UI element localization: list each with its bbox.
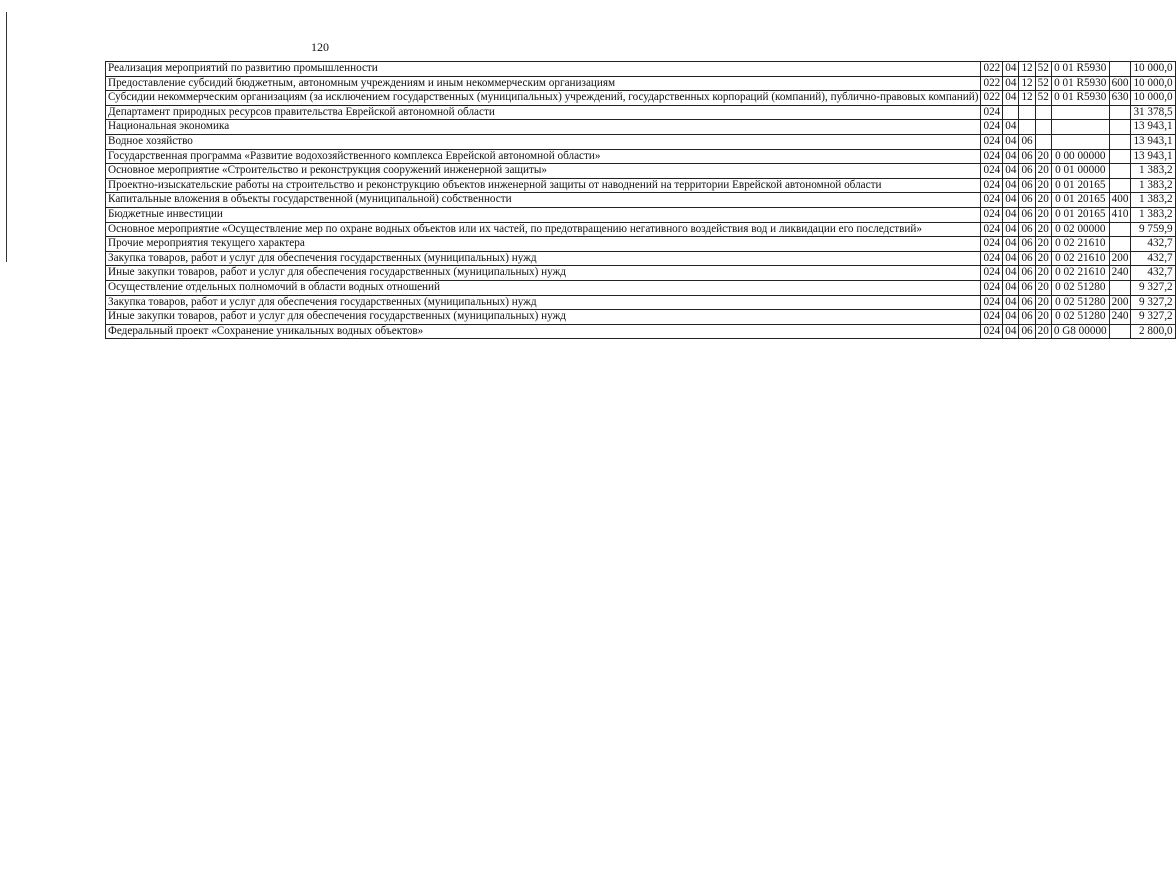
row-section-code: 04	[1003, 295, 1019, 310]
row-program-code: 20	[1035, 280, 1051, 295]
table-row	[106, 193, 1176, 208]
row-ministry-code: 024	[981, 193, 1003, 208]
row-ministry-code: 022	[981, 62, 1003, 77]
table-row	[106, 266, 1176, 281]
row-program-code: 20	[1035, 164, 1051, 179]
row-section-code: 04	[1003, 266, 1019, 281]
row-subsection-code: 06	[1019, 310, 1035, 325]
row-expense-type: 240	[1109, 266, 1131, 281]
table-row	[106, 310, 1176, 325]
row-expense-type	[1109, 222, 1131, 237]
row-amount: 2 800,0	[1131, 324, 1175, 339]
row-ministry-code: 024	[981, 164, 1003, 179]
row-ministry-code: 024	[981, 222, 1003, 237]
row-expense-type: 630	[1109, 91, 1131, 106]
row-target-article	[1051, 134, 1109, 149]
row-program-code	[1035, 105, 1051, 120]
row-amount: 9 327,2	[1131, 280, 1175, 295]
row-amount: 13 943,1	[1131, 120, 1175, 135]
row-program-code: 20	[1035, 178, 1051, 193]
table-row	[106, 237, 1176, 252]
row-subsection-code: 06	[1019, 266, 1035, 281]
row-expense-type: 200	[1109, 251, 1131, 266]
row-amount: 1 383,2	[1131, 164, 1175, 179]
table-row	[106, 295, 1176, 310]
row-subsection-code: 06	[1019, 222, 1035, 237]
row-program-code: 20	[1035, 207, 1051, 222]
row-expense-type: 600	[1109, 76, 1131, 91]
row-name: Закупка товаров, работ и услуг для обеспечения государственных (муниципальных) нужд	[106, 295, 981, 310]
table-row	[106, 251, 1176, 266]
row-section-code: 04	[1003, 62, 1019, 77]
row-amount: 31 378,5	[1131, 105, 1175, 120]
table-row	[106, 149, 1176, 164]
page-number: 120	[311, 40, 329, 54]
row-section-code: 04	[1003, 76, 1019, 91]
table-row	[106, 207, 1176, 222]
row-section-code: 04	[1003, 324, 1019, 339]
row-amount: 1 383,2	[1131, 193, 1175, 208]
row-ministry-code: 024	[981, 105, 1003, 120]
row-name: Бюджетные инвестиции	[106, 207, 981, 222]
table-row	[106, 62, 1176, 77]
table-row	[106, 134, 1176, 149]
row-target-article: 0 02 21610	[1051, 237, 1109, 252]
row-target-article	[1051, 105, 1109, 120]
row-subsection-code: 12	[1019, 62, 1035, 77]
row-amount: 432,7	[1131, 266, 1175, 281]
row-program-code: 20	[1035, 237, 1051, 252]
row-name: Водное хозяйство	[106, 134, 981, 149]
row-target-article: 0 G8 00000	[1051, 324, 1109, 339]
row-ministry-code: 024	[981, 324, 1003, 339]
row-expense-type: 200	[1109, 295, 1131, 310]
row-target-article: 0 01 R5930	[1051, 76, 1109, 91]
row-subsection-code: 06	[1019, 251, 1035, 266]
row-amount: 10 000,0	[1131, 62, 1175, 77]
row-ministry-code: 024	[981, 295, 1003, 310]
row-amount: 9 759,9	[1131, 222, 1175, 237]
budget-table	[105, 61, 1176, 339]
row-target-article	[1051, 120, 1109, 135]
row-amount: 9 327,2	[1131, 295, 1175, 310]
row-target-article: 0 01 R5930	[1051, 62, 1109, 77]
row-amount: 9 327,2	[1131, 310, 1175, 325]
row-name: Департамент природных ресурсов правительства Еврейской автономной области	[106, 105, 981, 120]
row-section-code: 04	[1003, 178, 1019, 193]
row-amount: 13 943,1	[1131, 149, 1175, 164]
table-row	[106, 178, 1176, 193]
row-ministry-code: 024	[981, 280, 1003, 295]
row-section-code: 04	[1003, 280, 1019, 295]
row-program-code: 20	[1035, 149, 1051, 164]
row-target-article: 0 02 00000	[1051, 222, 1109, 237]
row-section-code: 04	[1003, 237, 1019, 252]
row-program-code: 20	[1035, 222, 1051, 237]
row-name: Государственная программа «Развитие водохозяйственного комплекса Еврейской автономной области»	[106, 149, 981, 164]
row-amount: 1 383,2	[1131, 207, 1175, 222]
row-target-article: 0 02 21610	[1051, 251, 1109, 266]
row-name: Субсидии некоммерческим организациям (за исключением государственных (муниципальных) учреждений, государственных корпораций (компаний), публично-правовых компаний)	[106, 91, 981, 106]
row-section-code: 04	[1003, 193, 1019, 208]
row-expense-type: 240	[1109, 310, 1131, 325]
row-ministry-code: 022	[981, 91, 1003, 106]
row-section-code: 04	[1003, 149, 1019, 164]
row-program-code	[1035, 120, 1051, 135]
table-row	[106, 222, 1176, 237]
row-target-article: 0 00 00000	[1051, 149, 1109, 164]
row-subsection-code: 06	[1019, 164, 1035, 179]
row-ministry-code: 024	[981, 120, 1003, 135]
row-subsection-code: 06	[1019, 237, 1035, 252]
table-row	[106, 120, 1176, 135]
row-subsection-code: 06	[1019, 207, 1035, 222]
row-target-article: 0 02 21610	[1051, 266, 1109, 281]
row-amount: 10 000,0	[1131, 76, 1175, 91]
table-row	[106, 105, 1176, 120]
row-subsection-code: 06	[1019, 149, 1035, 164]
table-row	[106, 76, 1176, 91]
row-target-article: 0 02 51280	[1051, 295, 1109, 310]
row-name: Иные закупки товаров, работ и услуг для обеспечения государственных (муниципальных) нужд	[106, 310, 981, 325]
row-ministry-code: 024	[981, 237, 1003, 252]
row-expense-type	[1109, 120, 1131, 135]
row-program-code: 20	[1035, 266, 1051, 281]
row-ministry-code: 024	[981, 310, 1003, 325]
row-subsection-code: 06	[1019, 280, 1035, 295]
row-section-code: 04	[1003, 120, 1019, 135]
row-target-article: 0 01 00000	[1051, 164, 1109, 179]
row-target-article: 0 02 51280	[1051, 310, 1109, 325]
row-program-code: 20	[1035, 310, 1051, 325]
row-name: Прочие мероприятия текущего характера	[106, 237, 981, 252]
row-program-code: 52	[1035, 91, 1051, 106]
row-ministry-code: 024	[981, 149, 1003, 164]
row-expense-type	[1109, 280, 1131, 295]
row-program-code: 52	[1035, 62, 1051, 77]
row-name: Проектно-изыскательские работы на строительство и реконструкцию объектов инженерной защиты от наводнений на территории Еврейской автономной области	[106, 178, 981, 193]
row-ministry-code: 024	[981, 207, 1003, 222]
row-section-code	[1003, 105, 1019, 120]
row-expense-type	[1109, 237, 1131, 252]
row-name: Федеральный проект «Сохранение уникальных водных объектов»	[106, 324, 981, 339]
row-expense-type	[1109, 164, 1131, 179]
row-program-code: 20	[1035, 251, 1051, 266]
row-section-code: 04	[1003, 251, 1019, 266]
row-section-code: 04	[1003, 207, 1019, 222]
row-subsection-code	[1019, 105, 1035, 120]
row-target-article: 0 01 20165	[1051, 178, 1109, 193]
row-section-code: 04	[1003, 91, 1019, 106]
table-row	[106, 91, 1176, 106]
row-ministry-code: 024	[981, 266, 1003, 281]
row-amount: 10 000,0	[1131, 91, 1175, 106]
row-name: Закупка товаров, работ и услуг для обеспечения государственных (муниципальных) нужд	[106, 251, 981, 266]
row-program-code: 20	[1035, 295, 1051, 310]
row-target-article: 0 01 20165	[1051, 193, 1109, 208]
row-target-article: 0 01 20165	[1051, 207, 1109, 222]
table-row	[106, 164, 1176, 179]
row-section-code: 04	[1003, 164, 1019, 179]
row-expense-type	[1109, 178, 1131, 193]
row-expense-type	[1109, 105, 1131, 120]
row-name: Иные закупки товаров, работ и услуг для обеспечения государственных (муниципальных) нужд	[106, 266, 981, 281]
row-ministry-code: 022	[981, 76, 1003, 91]
row-subsection-code: 06	[1019, 324, 1035, 339]
row-subsection-code: 12	[1019, 91, 1035, 106]
row-program-code	[1035, 134, 1051, 149]
row-amount: 432,7	[1131, 251, 1175, 266]
row-expense-type: 410	[1109, 207, 1131, 222]
row-program-code: 52	[1035, 76, 1051, 91]
row-section-code: 04	[1003, 222, 1019, 237]
row-section-code: 04	[1003, 134, 1019, 149]
table-row	[106, 280, 1176, 295]
row-name: Осуществление отдельных полномочий в области водных отношений	[106, 280, 981, 295]
row-name: Основное мероприятие «Строительство и реконструкция сооружений инженерной защиты»	[106, 164, 981, 179]
row-ministry-code: 024	[981, 251, 1003, 266]
budget-table-body	[106, 62, 1176, 339]
row-name: Предоставление субсидий бюджетным, автономным учреждениям и иным некоммерческим организациям	[106, 76, 981, 91]
table-row	[106, 324, 1176, 339]
row-program-code: 20	[1035, 193, 1051, 208]
row-target-article: 0 01 R5930	[1051, 91, 1109, 106]
row-target-article: 0 02 51280	[1051, 280, 1109, 295]
row-expense-type	[1109, 324, 1131, 339]
row-amount: 432,7	[1131, 237, 1175, 252]
row-program-code: 20	[1035, 324, 1051, 339]
row-ministry-code: 024	[981, 178, 1003, 193]
row-ministry-code: 024	[981, 134, 1003, 149]
row-amount: 13 943,1	[1131, 134, 1175, 149]
row-expense-type	[1109, 62, 1131, 77]
row-expense-type	[1109, 134, 1131, 149]
row-name: Национальная экономика	[106, 120, 981, 135]
row-name: Реализация мероприятий по развитию промышленности	[106, 62, 981, 77]
row-subsection-code: 06	[1019, 193, 1035, 208]
row-name: Капитальные вложения в объекты государственной (муниципальной) собственности	[106, 193, 981, 208]
row-expense-type	[1109, 149, 1131, 164]
row-expense-type: 400	[1109, 193, 1131, 208]
row-subsection-code: 06	[1019, 295, 1035, 310]
row-subsection-code	[1019, 120, 1035, 135]
row-section-code: 04	[1003, 310, 1019, 325]
row-subsection-code: 06	[1019, 178, 1035, 193]
row-amount: 1 383,2	[1131, 178, 1175, 193]
row-subsection-code: 06	[1019, 134, 1035, 149]
row-subsection-code: 12	[1019, 76, 1035, 91]
row-name: Основное мероприятие «Осуществление мер по охране водных объектов или их частей, по предотвращению негативного воздействия вод и ликвидации его последствий»	[106, 222, 981, 237]
